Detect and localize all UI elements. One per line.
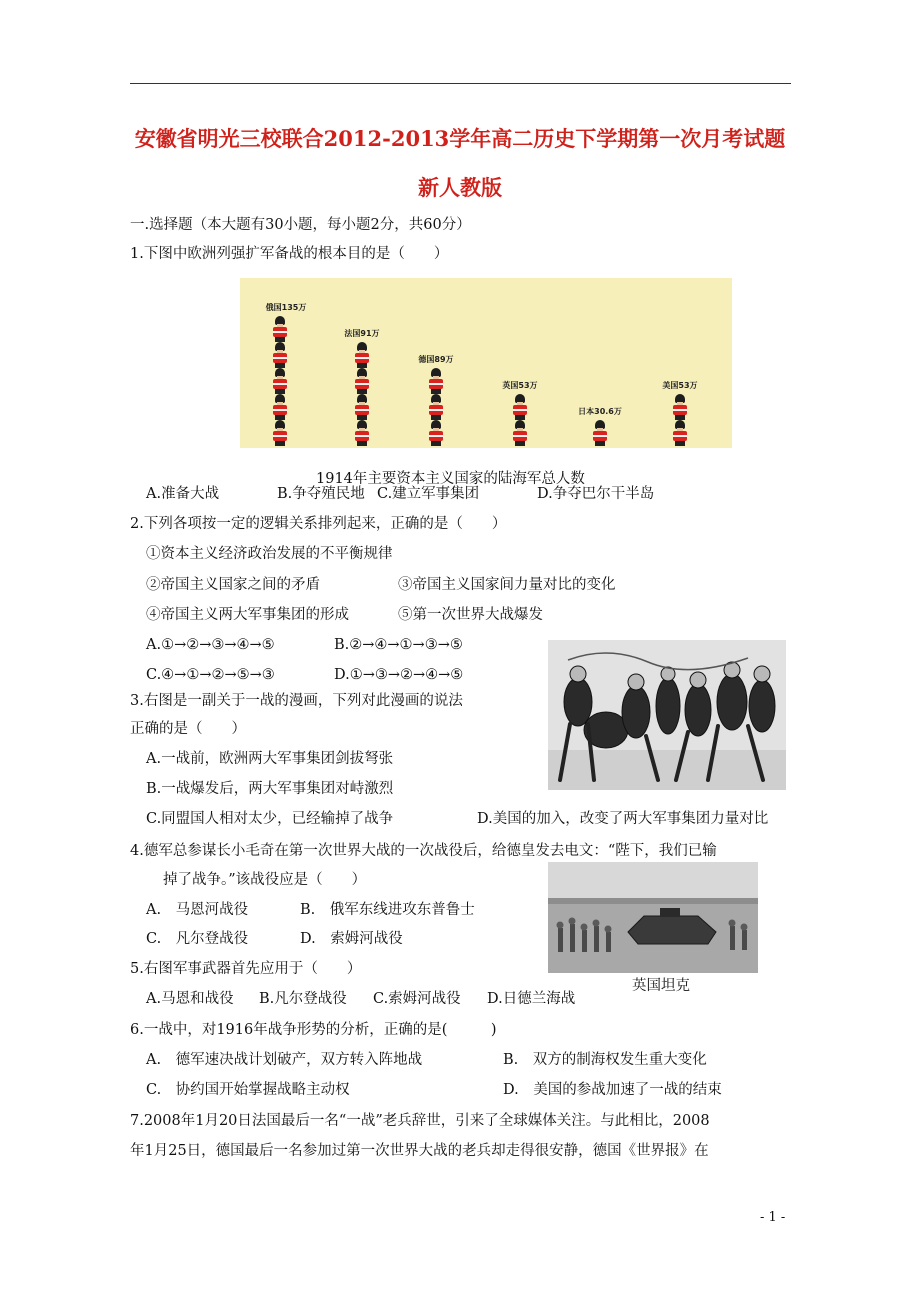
q3-option-a[interactable]: A.一战前，欧洲两大军事集团剑拔弩张 — [146, 751, 394, 767]
q2-item-2: ②帝国主义国家之间的矛盾 — [146, 577, 320, 593]
q5-option-b[interactable]: B.凡尔登战役 — [259, 991, 347, 1007]
q2-option-b[interactable]: B.②→④→①→③→⑤ — [334, 637, 463, 653]
chart-soldier-figure — [352, 368, 372, 394]
chart-caption: 1914年主要资本主义国家的陆海军总人数 — [316, 471, 585, 487]
chart-data-label: 法国91万 — [344, 329, 380, 338]
q6-option-a[interactable]: A. 德军速决战计划破产，双方转入阵地战 — [146, 1052, 423, 1068]
q5-option-d[interactable]: D.日德兰海战 — [487, 991, 576, 1007]
q2-stem: 2.下列各项按一定的逻辑关系排列起来，正确的是（ ） — [130, 516, 507, 532]
chart-soldier-figure — [352, 420, 372, 446]
q1-option-d[interactable]: D.争夺巴尔干半岛 — [537, 486, 655, 502]
tank-photo-drawing — [548, 862, 758, 973]
chart-soldier-figure — [270, 420, 290, 446]
header-rule — [130, 83, 791, 84]
chart-soldier-figure — [510, 420, 530, 446]
chart-data-label: 英国53万 — [502, 381, 538, 390]
q3-stem-line1: 3.右图是一副关于一战的漫画，下列对此漫画的说法 — [130, 693, 463, 709]
q4-stem-line2: 掉了战争。”该战役应是（ ） — [163, 872, 367, 888]
q7-line2: 年1月25日，德国最后一名参加过第一次世界大战的老兵却走得很安静，德国《世界报》在 — [130, 1143, 709, 1159]
british-tank-photo — [548, 862, 758, 973]
chart-data-label: 德国89万 — [418, 355, 454, 364]
tank-photo-caption: 英国坦克 — [632, 978, 690, 994]
q5-option-a[interactable]: A.马恩和战役 — [146, 991, 234, 1007]
chart-data-label: 美国53万 — [662, 381, 698, 390]
section-heading: 一.选择题（本大题有30小题，每小题2分，共60分） — [130, 217, 471, 233]
q2-option-c[interactable]: C.④→①→②→⑤→③ — [146, 667, 275, 683]
q2-item-3: ③帝国主义国家间力量对比的变化 — [398, 577, 616, 593]
q7-line1: 7.2008年1月20日法国最后一名“一战”老兵辞世，引来了全球媒体关注。与此相比，2008 — [130, 1113, 710, 1129]
q3-stem-line2: 正确的是（ ） — [130, 721, 246, 737]
cartoon-drawing — [548, 640, 786, 790]
chart-soldier-figure — [270, 316, 290, 342]
q6-option-d[interactable]: D. 美国的参战加速了一战的结束 — [503, 1082, 722, 1098]
q2-item-5: ⑤第一次世界大战爆发 — [398, 607, 543, 623]
q6-stem: 6.一战中，对1916年战争形势的分析，正确的是( ) — [130, 1022, 497, 1038]
chart-soldier-figure — [670, 420, 690, 446]
q5-stem: 5.右图军事武器首先应用于（ ） — [130, 961, 362, 977]
q2-option-d[interactable]: D.①→③→②→④→⑤ — [334, 667, 464, 683]
chart-soldier-figure — [270, 342, 290, 368]
chart-soldier-figure — [426, 368, 446, 394]
chart-soldier-figure — [270, 368, 290, 394]
q1-stem: 1.下图中欧洲列强扩军备战的根本目的是（ ） — [130, 246, 449, 262]
q3-option-c[interactable]: C.同盟国人相对太少，已经输掉了战争 — [146, 811, 394, 827]
chart-soldier-figure — [426, 420, 446, 446]
chart-soldier-figure — [426, 394, 446, 420]
page-number: - 1 - — [760, 1210, 786, 1225]
army-size-chart — [240, 278, 732, 448]
q5-option-c[interactable]: C.索姆河战役 — [373, 991, 461, 1007]
q4-option-a[interactable]: A. 马恩河战役 — [146, 902, 249, 918]
chart-soldier-figure — [270, 394, 290, 420]
q1-option-a[interactable]: A.准备大战 — [146, 486, 220, 502]
chart-data-label: 俄国135万 — [265, 303, 307, 312]
q1-option-b[interactable]: B.争夺殖民地 — [277, 486, 365, 502]
chart-data-label: 日本30.6万 — [578, 407, 622, 416]
chart-soldier-figure — [670, 394, 690, 420]
q2-option-a[interactable]: A.①→②→③→④→⑤ — [146, 637, 275, 653]
chart-soldier-figure — [510, 394, 530, 420]
chart-soldier-figure — [590, 420, 610, 446]
q4-option-b[interactable]: B. 俄军东线进攻东普鲁士 — [300, 902, 475, 918]
q4-option-c[interactable]: C. 凡尔登战役 — [146, 931, 249, 947]
q4-stem-line1: 4.德军总参谋长小毛奇在第一次世界大战的一次战役后，给德皇发去电文：“陛下，我们已输 — [130, 843, 717, 859]
ww1-cartoon-image — [548, 640, 786, 790]
chart-soldier-figure — [352, 342, 372, 368]
q2-item-1: ①资本主义经济政治发展的不平衡规律 — [146, 546, 393, 562]
q4-option-d[interactable]: D. 索姆河战役 — [300, 931, 403, 947]
q2-item-4: ④帝国主义两大军事集团的形成 — [146, 607, 349, 623]
q6-option-c[interactable]: C. 协约国开始掌握战略主动权 — [146, 1082, 350, 1098]
page-title-subline: 新人教版 — [418, 175, 502, 200]
chart-soldier-figure — [352, 394, 372, 420]
q3-option-b[interactable]: B.一战爆发后，两大军事集团对峙激烈 — [146, 781, 394, 797]
q6-option-b[interactable]: B. 双方的制海权发生重大变化 — [503, 1052, 707, 1068]
page-title: 安徽省明光三校联合2012-2013学年高二历史下学期第一次月考试题 — [134, 126, 786, 151]
q3-option-d[interactable]: D.美国的加入，改变了两大军事集团力量对比 — [477, 811, 769, 827]
q1-option-c[interactable]: C.建立军事集团 — [377, 486, 480, 502]
